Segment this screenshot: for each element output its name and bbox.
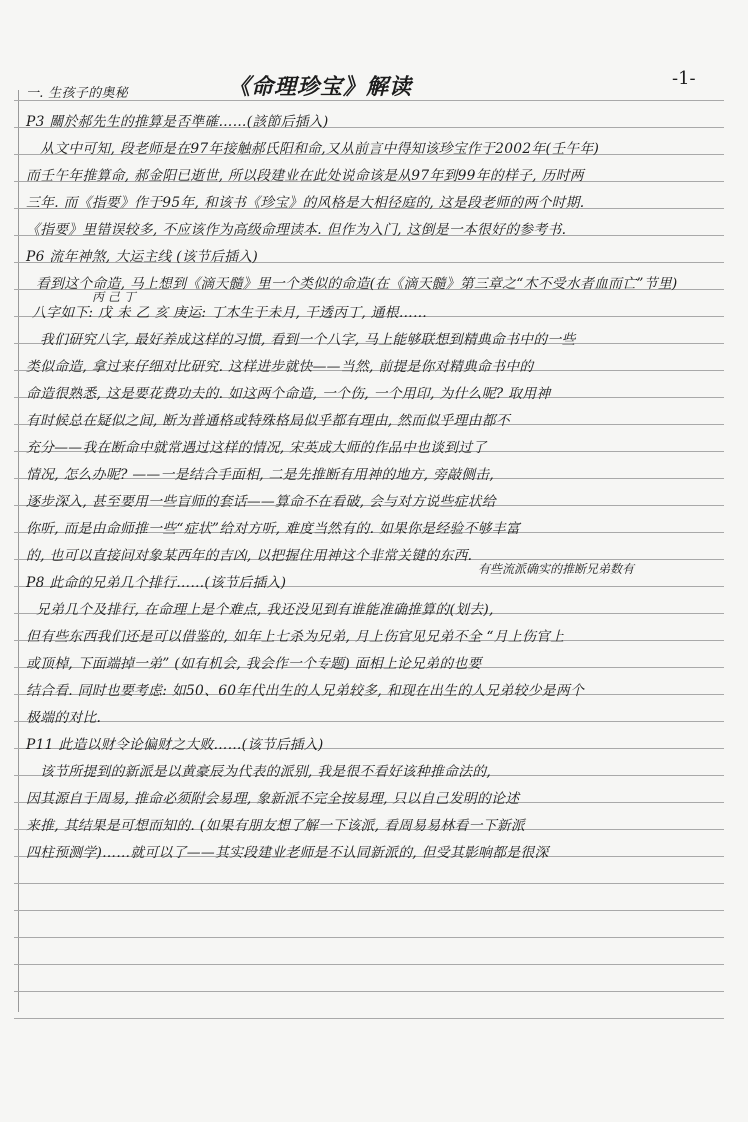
paragraph-line: 逐步深入, 甚至要用一些盲师的套话——算命不在看破, 会与对方说些症状给	[26, 494, 496, 510]
page-title: 《命理珍宝》解读	[228, 74, 413, 100]
paragraph-line: 但有些东西我们还是可以借鉴的, 如年上七杀为兄弟, 月上伤官见兄弟不全 “月上伤官上	[26, 629, 565, 645]
paragraph-line: 充分——我在断命中就常遇过这样的情况, 宋英成大师的作品中也谈到过了	[26, 440, 487, 456]
margin-line	[18, 90, 19, 1012]
paragraph-line: 从文中可知, 段老师是在97年接触郝氏阳和命,又从前言中得知该珍宝作于2002年(壬午年)	[40, 141, 600, 157]
margin-note: 有些流派确实的推断兄弟数有	[478, 562, 635, 576]
ruled-line	[14, 883, 724, 884]
paragraph-line: 而壬午年推算命, 郝金阳已逝世, 所以段建业在此处说命该是从97年到99年的样子, 历时两	[26, 168, 584, 184]
paragraph-line: 或顶棹, 下面端掉一弟” (如有机会, 我会作一个专题) 面相上论兄弟的也要	[26, 656, 482, 672]
ruled-line	[14, 910, 724, 911]
ruled-line	[14, 721, 724, 722]
paragraph-line: 兄弟几个及排行, 在命理上是个难点, 我还没见到有谁能准确推算的(划去),	[36, 602, 494, 618]
section-heading-p6: P6 流年神煞, 大运主线 (该节后插入)	[26, 249, 259, 265]
paragraph-line: 结合看. 同时也要考虑: 如50、60年代出生的人兄弟较多, 和现在出生的人兄弟较少是两个	[26, 683, 585, 699]
section-heading-p3: P3 關於郝先生的推算是否準確……(該節后插入)	[26, 114, 329, 130]
paragraph-line: 有时候总在疑似之间, 断为普通格或特殊格局似乎都有理由, 然而似乎理由都不	[26, 413, 510, 429]
section-heading-p11: P11 此造以财令论偏财之大败……(该节后插入)	[26, 737, 324, 753]
paragraph-line: 情况, 怎么办呢? ——一是结合手面相, 二是先推断有用神的地方, 旁敲侧击,	[26, 467, 495, 483]
paragraph-line: 看到这个命造, 马上想到《滴天髓》里一个类似的命造(在《滴天髓》第三章之“木不受水者血而亡”节里)	[36, 276, 678, 292]
ruled-line	[14, 991, 724, 992]
paragraph-line: 极端的对比.	[26, 710, 102, 726]
paragraph-line: 你听, 而是由命师推一些“症状”给对方听, 难度当然有的. 如果你是经验不够丰富	[26, 521, 520, 537]
paragraph-line: 三年. 而《指要》作于95年, 和该书《珍宝》的风格是大相径庭的, 这是段老师的两个时期.	[26, 195, 585, 211]
paragraph-line: 八字如下: 戊 未 乙 亥 庚运: 丁木生于未月, 干透丙丁, 通根……	[32, 305, 428, 321]
ruled-line	[14, 1018, 724, 1019]
ruled-line	[14, 937, 724, 938]
paragraph-line: 该节所提到的新派是以黄豪辰为代表的派别, 我是很不看好该种推命法的,	[40, 764, 492, 780]
bazi-top-pillars: 丙 己 丁	[92, 290, 136, 304]
header-left: 一. 生孩子的奥秘	[26, 86, 128, 101]
paragraph-line: 来推, 其结果是可想而知的. (如果有朋友想了解一下该派, 看周易易林看一下新派	[26, 818, 525, 834]
paragraph-line: 我们研究八字, 最好养成这样的习惯, 看到一个八字, 马上能够联想到精典命书中的一些	[40, 332, 576, 348]
paragraph-line: 类似命造, 拿过来仔细对比研究. 这样进步就快——当然, 前提是你对精典命书中的	[26, 359, 534, 375]
paragraph-line: 《指要》里错误较多, 不应该作为高级命理读本. 但作为入门, 这倒是一本很好的参考书.	[26, 222, 567, 238]
page-number: -1-	[672, 68, 696, 89]
paragraph-line: 四柱预测学)……就可以了——其实段建业老师是不认同新派的, 但受其影响都是很深	[26, 845, 549, 861]
paragraph-line: 因其源自于周易, 推命必须附会易理, 象新派不完全按易理, 只以自己发明的论述	[26, 791, 520, 807]
paragraph-line: 的, 也可以直接问对象某西年的吉凶, 以把握住用神这个非常关键的东西.	[26, 548, 473, 564]
ruled-line	[14, 964, 724, 965]
section-heading-p8: P8 此命的兄弟几个排行……(该节后插入)	[26, 575, 287, 591]
paragraph-line: 命造很熟悉, 这是要花费功夫的. 如这两个命造, 一个伤, 一个用印, 为什么呢? 取用神	[26, 386, 551, 402]
